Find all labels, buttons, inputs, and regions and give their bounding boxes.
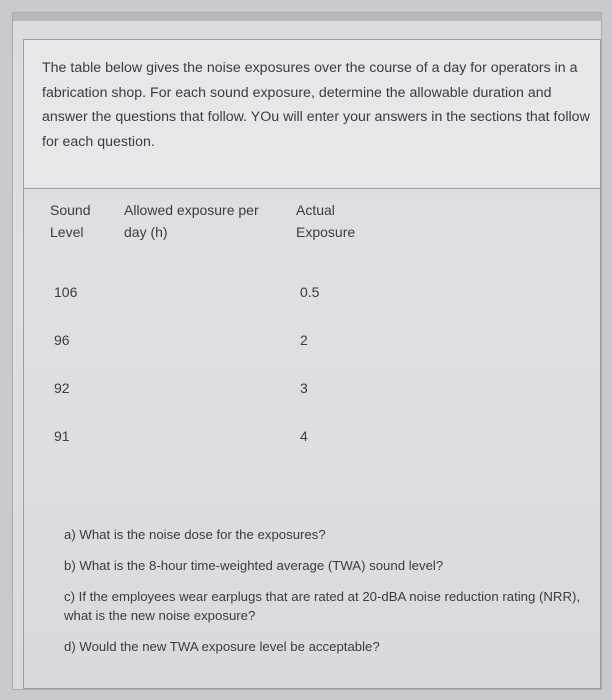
intro-paragraph: The table below gives the noise exposures over the course of a day for operators in a fabrication shop. For each sound exposure, determine the allowable duration and answer the questions that follow. YOu will enter your answers in the sections that follow for each question. <box>42 60 590 150</box>
questions-list <box>64 525 584 668</box>
header-sound-level-line1: Sound <box>50 202 91 218</box>
document-page <box>12 12 602 690</box>
header-allowed-exposure <box>124 199 284 243</box>
intro-section <box>23 39 601 189</box>
question-d: d) Would the new TWA exposure level be acceptable? <box>64 639 380 654</box>
question-b: b) What is the 8-hour time-weighted average (TWA) sound level? <box>64 558 444 573</box>
row-level: 106 <box>54 284 78 300</box>
header-actual-exposure <box>296 199 376 243</box>
question-a: a) What is the noise dose for the exposures? <box>64 527 326 542</box>
header-allowed-line2: day (h) <box>124 224 168 240</box>
header-allowed-line1: Allowed exposure per <box>124 202 259 218</box>
row-actual: 0.5 <box>300 284 320 300</box>
row-level: 91 <box>54 428 70 444</box>
row-level: 96 <box>54 332 70 348</box>
page-top-edge <box>13 13 601 21</box>
question-c: c) If the employees wear earplugs that are rated at 20-dBA noise reduction rating (NRR), what is the new noise exposure? <box>64 589 581 623</box>
exposure-table <box>23 189 601 689</box>
row-actual: 4 <box>300 428 308 444</box>
row-actual: 3 <box>300 380 308 396</box>
row-level: 92 <box>54 380 70 396</box>
header-sound-level-line2: Level <box>50 224 84 240</box>
header-sound-level <box>50 199 110 243</box>
header-actual-line2: Exposure <box>296 224 356 240</box>
row-actual: 2 <box>300 332 308 348</box>
header-actual-line1: Actual <box>296 202 335 218</box>
